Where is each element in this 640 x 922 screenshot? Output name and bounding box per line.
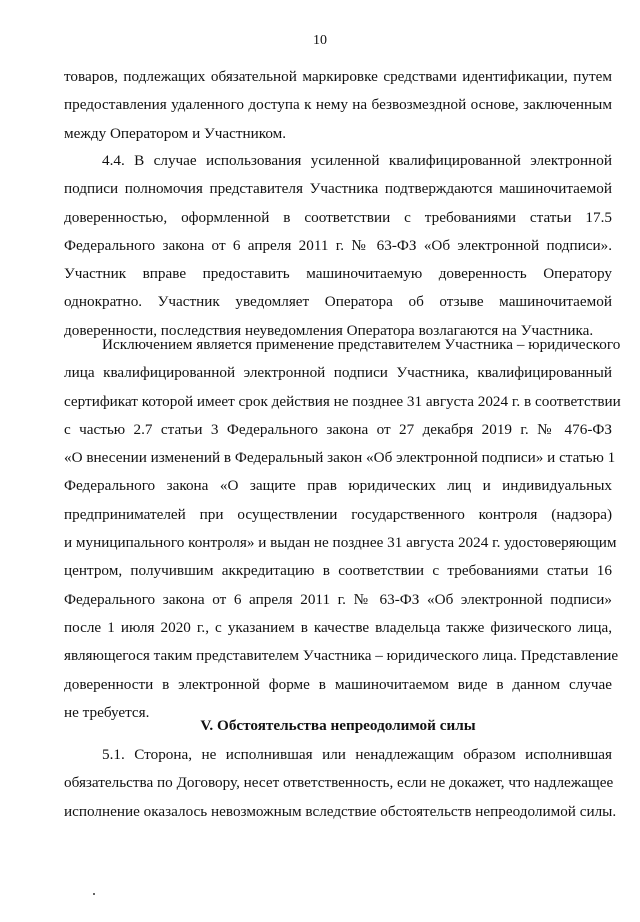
scan-speck	[93, 893, 95, 895]
text-line: Участник вправе предоставить машиночитаемую доверенность Оператору	[64, 265, 612, 283]
text-line: доверенности, последствия неуведомления Оператора возлагаются на Участника.	[64, 321, 594, 339]
text-line: центром, получившим аккредитацию в соответствии с требованиями статьи 16	[64, 562, 612, 580]
text-line: лица квалифицированной электронной подписи Участника, квалифицированный	[64, 364, 612, 382]
text-line: доверенности в электронной форме в машиночитаемом виде в данном случае	[64, 675, 612, 693]
text-line: являющегося таким представителем Участника – юридического лица. Представление	[64, 647, 619, 665]
text-line: с частью 2.7 статьи 3 Федерального закона от 27 декабря 2019 г. № 476-ФЗ	[64, 420, 612, 438]
text-line: «О внесении изменений в Федеральный закон «Об электронной подписи» и статью 1	[64, 449, 616, 467]
text-line: предоставления удаленного доступа к нему на безвозмездной основе, заключенным	[64, 96, 612, 114]
text-line: товаров, подлежащих обязательной маркировке средствами идентификации, путем	[64, 68, 612, 85]
text-line: подписи полномочия представителя Участника подтверждаются машиночитаемой	[64, 180, 612, 198]
text-line: не требуется.	[64, 703, 150, 721]
text-line: Исключением является применение представителем Участника – юридического	[102, 336, 621, 353]
page-number: 10	[313, 33, 327, 48]
text-line: и муниципального контроля» и выдан не позднее 31 августа 2024 г. удостоверяющим	[64, 534, 617, 552]
text-line: Федерального закона «О защите прав юридических лиц и индивидуальных	[64, 477, 612, 495]
text-line: после 1 июля 2020 г., с указанием в качестве владельца также физического лица,	[64, 618, 612, 636]
text-line: доверенностью, оформленной в соответствии с требованиями статьи 17.5	[64, 208, 612, 226]
text-line: предпринимателей при осуществлении государственного контроля (надзора)	[64, 505, 612, 523]
paragraph-continuation	[64, 63, 612, 148]
text-line: сертификат которой имеет срок действия не позднее 31 августа 2024 г. в соответствии	[64, 392, 621, 410]
paragraph-exception	[64, 331, 621, 727]
text-line: 5.1. Сторона, не исполнившая или ненадлежащим образом исполнившая	[102, 746, 612, 763]
text-line: между Оператором и Участником.	[64, 124, 287, 142]
text-line: однократно. Участник уведомляет Оператора об отзыве машиночитаемой	[64, 293, 612, 311]
text-line: обязательства по Договору, несет ответственность, если не докажет, что надлежащее	[64, 774, 614, 792]
section-heading: V. Обстоятельства непреодолимой силы	[200, 717, 476, 734]
text-line: Федерального закона от 6 апреля 2011 г. № 63-ФЗ «Об электронной подписи»	[64, 590, 612, 608]
text-line: исполнение оказалось невозможным вследствие обстоятельств непреодолимой силы.	[64, 802, 617, 820]
paragraph-5-1	[64, 741, 617, 826]
text-line: 4.4. В случае использования усиленной квалифицированной электронной	[102, 152, 612, 169]
text-line: Федерального закона от 6 апреля 2011 г. № 63-ФЗ «Об электронной подписи».	[64, 236, 612, 254]
paragraph-4-4	[64, 147, 612, 345]
